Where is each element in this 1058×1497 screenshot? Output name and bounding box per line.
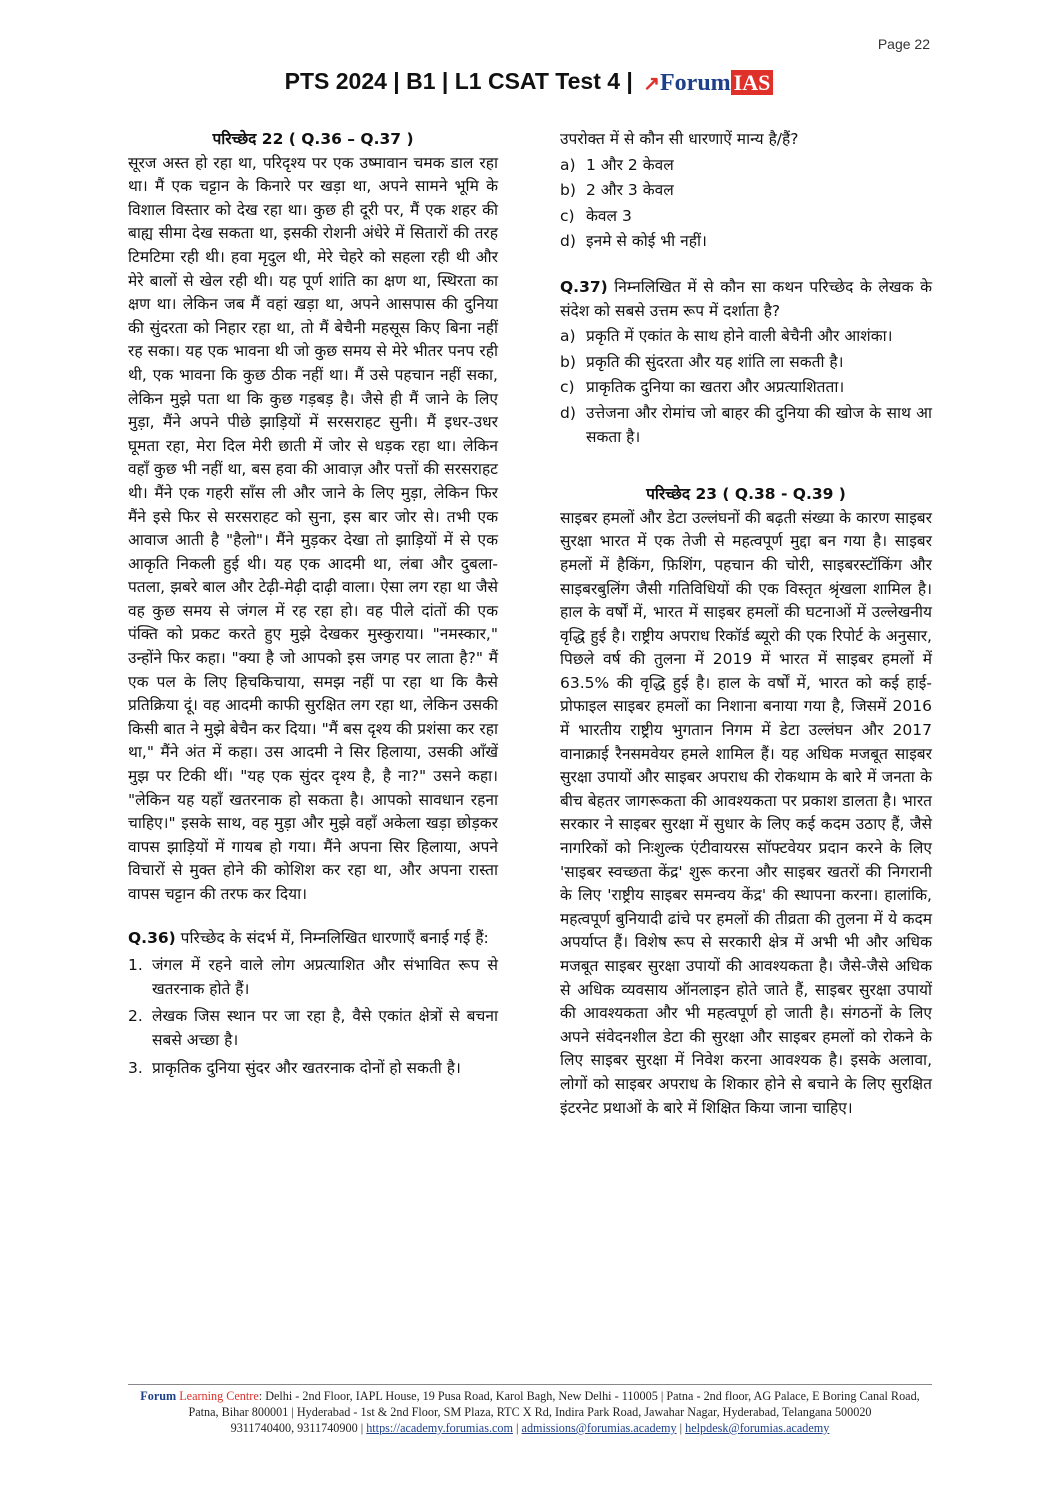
q37-option[interactable] <box>560 402 932 449</box>
statement-text: प्राकृतिक दुनिया सुंदर और खतरनाक दोनों हो सकती है। <box>152 1058 461 1077</box>
left-column <box>128 128 498 1084</box>
footer-colon: : <box>258 1389 263 1403</box>
option-text: प्रकृति की सुंदरता और यह शांति ला सकती है। <box>586 352 844 371</box>
passage23-text: साइबर हमलों और डेटा उल्लंघनों की बढ़ती संख्या के कारण साइबर सुरक्षा भारत में एक तेजी से महत्वपूर्ण मुद्दा बन गया है। साइबर हमलों में हैकिंग, फ़िशिंग, पहचान की चोरी, साइबरस्टॉकिंग और साइबरबुलिंग जैसी गतिविधियों की एक विस्तृत श्रृंखला शामिल है। हाल के वर्षों में, भारत में साइबर हमलों की घटनाओं में उल्लेखनीय वृद्धि हुई है। राष्ट्रीय अपराध रिकॉर्ड ब्यूरो की एक रिपोर्ट के अनुसार, पिछले वर्ष की तुलना में 2019 में भारत में साइबर हमलों में 63.5% की वृद्धि हुई है। हाल के वर्षों में, भारत को कई हाई-प्रोफाइल साइबर हमलों का निशाना बनाया गया है, जिसमें 2016 में भारतीय राष्ट्रीय भुगतान निगम में डेटा उल्लंघन और 2017 वानाक्राई रैनसमवेयर हमले शामिल हैं। यह अधिक मजबूत साइबर सुरक्षा उपायों और साइबर अपराध की रोकथाम के बारे में जनता के बीच बेहतर जागरूकता की आवश्यकता पर प्रकाश डालता है। भारत सरकार ने साइबर सुरक्षा में सुधार के लिए कई कदम उठाए हैं, जैसे नागरिकों को निःशुल्क एंटीवायरस सॉफ्टवेयर प्रदान करने के लिए 'साइबर स्वच्छता केंद्र' शुरू करना और साइबर खतरों की निगरानी के लिए 'राष्ट्रीय साइबर समन्वय केंद्र' की स्थापना करना। हालांकि, महत्वपूर्ण बुनियादी ढांचे पर हमलों की तीव्रता की तुलना में ये कदम अपर्याप्त हैं। विशेष रूप से सरकारी क्षेत्र में अभी भी और अधिक मजबूत साइबर सुरक्षा उपायों की आवश्यकता है। जैसे-जैसे अधिक से अधिक व्यवसाय ऑनलाइन होते जाते हैं, साइबर सुरक्षा उपायों की आवश्यकता और भी महत्वपूर्ण हो जाती है। संगठनों के लिए अपने संवेदनशील डेटा की सुरक्षा और साइबर हमलों को रोकने के लिए साइबर सुरक्षा में निवेश करना आवश्यक है। इसके अलावा, लोगों को साइबर अपराध के शिकार होने से बचाने के लिए सुरक्षित इंटरनेट प्रथाओं के बारे में शिक्षित किया जाना चाहिए। <box>560 508 932 1117</box>
q36-ask: उपरोक्त में से कौन सी धारणाऐं मान्य है/हैं? <box>560 130 799 148</box>
q36-number: Q.36) <box>128 928 176 947</box>
test-title: PTS 2024 | B1 | L1 CSAT Test 4 | <box>284 68 633 94</box>
q36-option[interactable] <box>560 179 932 203</box>
q37-option[interactable] <box>560 376 932 400</box>
option-label: a) <box>560 155 576 174</box>
statement-number: 3. <box>128 1058 143 1077</box>
footer-separator: | <box>679 1421 683 1435</box>
q36-statement <box>128 954 498 1001</box>
statement-number: 1. <box>128 956 143 975</box>
option-text: केवल 3 <box>586 206 632 225</box>
option-label: c) <box>560 378 575 397</box>
logo-arrow-icon: ↗ <box>643 72 661 95</box>
admissions-email-link[interactable]: admissions@forumias.academy <box>521 1421 677 1435</box>
q37-option[interactable] <box>560 351 932 375</box>
passage22-text: सूरज अस्त हो रहा था, परिदृश्य पर एक उष्मावान चमक डाल रहा था। मैं एक चट्टान के किनारे पर खड़ा था, अपने सामने भूमि के विशाल विस्तार को देख रहा था। कुछ ही दूरी पर, मैं एक शहर की बाह्य सीमा देख सकता था, इसकी रोशनी अंधेरे में सितारों की तरह टिमटिमा रही थी। हवा मृदुल थी, मेरे चेहरे को सहला रही थी और मेरे बालों से खेल रही थी। यह पूर्ण शांति का क्षण था, स्थिरता का क्षण था। लेकिन जब मैं वहां खड़ा था, अपने आसपास की दुनिया की सुंदरता को निहार रहा था, तो मैं बेचैनी महसूस किए बिना नहीं रह सका। यह एक भावना थी जो कुछ समय से मेरे भीतर पनप रही थी, एक भावना कि कुछ ठीक नहीं था। मैं उसे पहचान नहीं सका, लेकिन मुझे पता था कि कुछ गड़बड़ है। जैसे ही मैं जाने के लिए मुड़ा, मैंने अपने पीछे झाड़ियों में सरसराहट सुनी। मैं इधर-उधर घूमता रहा, मेरा दिल मेरी छाती में जोर से धड़क रहा था। लेकिन वहाँ कुछ भी नहीं था, बस हवा की आवाज़ और पत्तों की सरसराहट थी। मैंने एक गहरी साँस ली और जाने के लिए मुड़ा, लेकिन फिर मैंने इसे फिर से सरसराहट को सुना, इस बार जोर से। तभी एक आवाज आती है "हैलो"। मैंने मुड़कर देखा तो झाड़ियों में से एक आकृति निकली हुई थी। यह एक आदमी था, लंबा और दुबला-पतला, झबरे बाल और टेढ़ी-मेढ़ी दाढ़ी वाला। ऐसा लग रहा था जैसे वह कुछ समय से जंगल में रह रहा हो। वह पीले दांतों की एक पंक्ति को प्रकट करते हुए मुझे देखकर मुस्कुराया। "नमस्कार," उन्होंने फिर कहा। "क्या है जो आपको इस जगह पर लाता है?" मैं एक पल के लिए हिचकिचाया, समझ नहीं पा रहा था कि कैसे प्रतिक्रिया दूं। वह आदमी काफी सुरक्षित लग रहा था, लेकिन उसकी किसी बात ने मुझे बेचैन कर दिया। "मैं बस दृश्य की प्रशंसा कर रहा था," मैंने अंत में कहा। उस आदमी ने सिर हिलाया, उसकी आँखें मुझ पर टिकी थीं। "यह एक सुंदर दृश्य है, है ना?" उसने कहा। "लेकिन यह यहाँ खतरनाक हो सकता है। आपको सावधान रहना चाहिए।" इसके साथ, वह मुड़ा और मुझे वहाँ अकेला खड़ा छोड़कर वापस झाड़ियों में गायब हो गया। मैंने अपना सिर हिलाया, अपने विचारों से मुक्त होने की कोशिश कर रहा था, और अपना रास्ता वापस चट्टान की तरफ कर दिया। <box>128 153 498 903</box>
q36-stem-text: परिच्छेद के संदर्भ में, निम्नलिखित धारणाएँ बनाई गई हैं: <box>180 928 489 947</box>
academy-link[interactable]: https://academy.forumias.com <box>366 1421 513 1435</box>
statement-text: लेखक जिस स्थान पर जा रहा है, वैसे एकांत क्षेत्रों से बचना सबसे अच्छा है। <box>152 1007 498 1049</box>
footer-brand-forum: Forum <box>140 1389 177 1403</box>
page-footer <box>128 1388 932 1436</box>
q36-option[interactable] <box>560 230 932 254</box>
logo-ias-text: IAS <box>731 70 774 95</box>
option-text: प्रकृति में एकांत के साथ होने वाली बेचैनी और आशंका। <box>586 327 893 346</box>
passage23-title: परिच्छेद 23 ( Q.38 - Q.39 ) <box>646 485 846 504</box>
footer-separator: | <box>516 1421 519 1435</box>
option-label: d) <box>560 403 576 422</box>
statement-text: जंगल में रहने वाले लोग अप्रत्याशित और संभावित रूप से खतरनाक होते हैं। <box>152 956 498 998</box>
option-label: d) <box>560 232 576 251</box>
footer-brand-learning-centre: Learning Centre <box>179 1389 259 1403</box>
helpdesk-email-link[interactable]: helpdesk@forumias.academy <box>685 1421 830 1435</box>
q36-option[interactable] <box>560 205 932 229</box>
option-text: इनमे से कोई भी नहीं। <box>586 232 707 251</box>
q37-number: Q.37) <box>560 277 608 296</box>
option-label: b) <box>560 181 576 200</box>
option-label: a) <box>560 327 576 346</box>
q37-option[interactable] <box>560 325 932 349</box>
logo-forum-text: Forum <box>660 69 731 96</box>
q36-stem <box>128 927 498 951</box>
q36-option[interactable] <box>560 154 932 178</box>
q37-stem <box>560 276 932 323</box>
option-text: 2 और 3 केवल <box>586 181 674 200</box>
option-text: प्राकृतिक दुनिया का खतरा और अप्रत्याशितता। <box>586 378 845 397</box>
footer-address: Delhi - 2nd Floor, IAPL House, 19 Pusa Road, Karol Bagh, New Delhi - 110005 | Patna - 2nd floor, AG Palace, E Boring Canal Road, Patna, Bihar 800001 | Hyderabad - 1st & 2nd Floor, SM Plaza, RTC X Rd, Indira Park Road, Jawahar Nagar, Hyderabad, Telangana 500020 <box>188 1389 920 1419</box>
option-label: b) <box>560 352 576 371</box>
forumias-logo <box>643 69 773 97</box>
option-text: 1 और 2 केवल <box>586 155 674 174</box>
option-label: c) <box>560 206 575 225</box>
page-number: Page 22 <box>877 36 930 52</box>
page-header <box>0 68 1058 97</box>
footer-divider <box>128 1384 932 1385</box>
q37-stem-text: निम्नलिखित में से कौन सा कथन परिच्छेद के लेखक के संदेश को सबसे उत्तम रूप में दर्शाता है? <box>560 277 932 320</box>
right-column <box>560 128 932 1120</box>
q36-statement <box>128 1005 498 1052</box>
option-text: उत्तेजना और रोमांच जो बाहर की दुनिया की खोज के साथ आ सकता है। <box>586 403 932 446</box>
q36-statement <box>128 1057 498 1081</box>
statement-number: 2. <box>128 1007 143 1026</box>
passage22-title: परिच्छेद 22 ( Q.36 – Q.37 ) <box>212 130 414 148</box>
footer-phones: 9311740400, 9311740900 | <box>230 1421 364 1435</box>
